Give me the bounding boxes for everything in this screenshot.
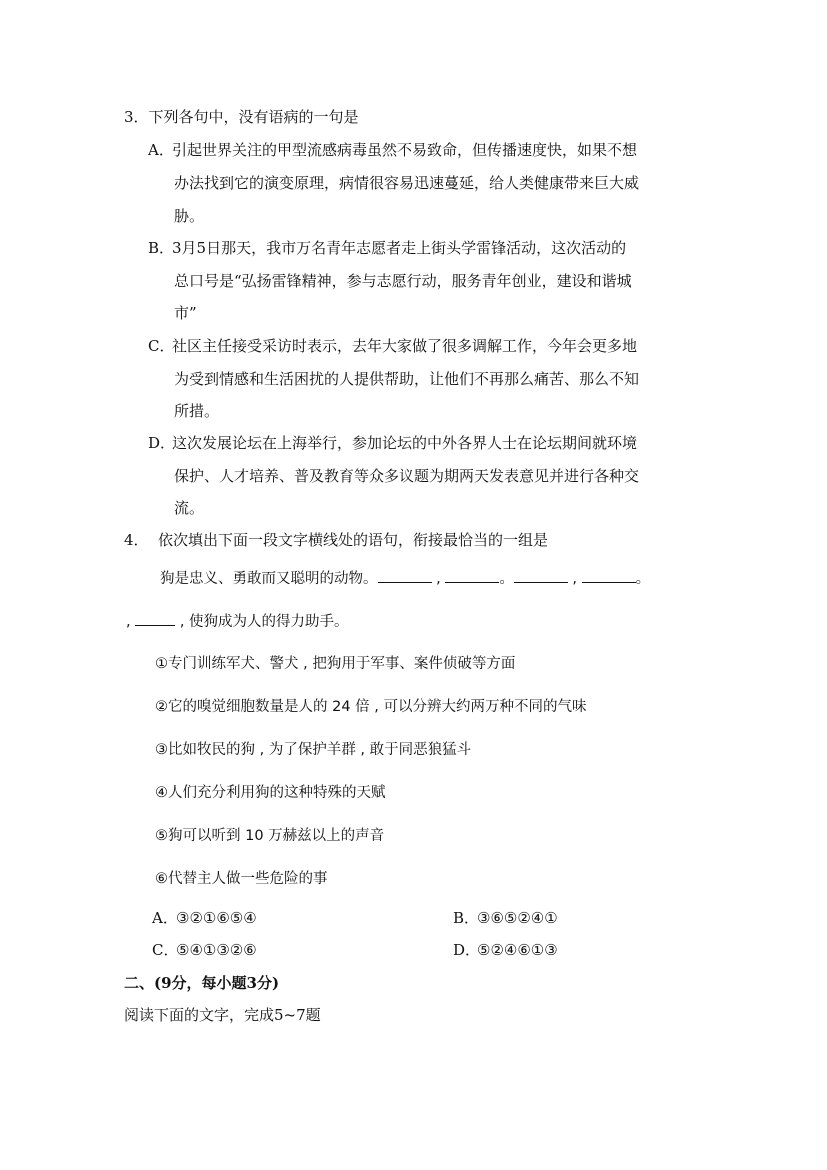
q3-option-c-line-2: 为受到情感和生活困扰的人提供帮助，让他们不再那么痛苦、那么不知 [174, 370, 640, 388]
option-letter-d: D． [148, 434, 176, 452]
blank-2 [445, 568, 499, 583]
option-letter-c: C． [148, 337, 175, 355]
q4-item-3: ③比如牧民的狗 , 为了保护羊群 , 敢于同恶狼猛斗 [155, 742, 472, 758]
blank-5 [135, 611, 175, 626]
q3-option-a-line-1: A．引起世界关注的甲型流感病毒虽然不易致命，但传播速度快，如果不想 [148, 141, 638, 159]
option-letter-a: A． [148, 141, 174, 159]
q3-option-d-line-1: D．这次发展论坛在上海举行，参加论坛的中外各界人士在论坛期间就环境 [148, 434, 638, 452]
q4-item-6: ⑥代替主人做一些危险的事 [155, 871, 328, 887]
q4-choice-c: C．⑤④①③②⑥ [152, 941, 257, 959]
choice-letter-a: A． [152, 909, 178, 927]
blank-4 [582, 568, 636, 583]
blank-1 [378, 568, 432, 583]
q3-option-a-line-2: 办法找到它的演变原理，病情很容易迅速蔓延，给人类健康带来巨大威 [174, 174, 640, 192]
choice-letter-c: C． [152, 941, 179, 959]
q3-option-c-line-1: C．社区主任接受采访时表示，去年大家做了很多调解工作，今年会更多地 [148, 337, 638, 355]
q3-option-b-line-3: 市” [174, 304, 197, 322]
option-letter-b: B． [148, 239, 175, 257]
q4-choice-d: D．⑤②④⑥①③ [453, 941, 558, 959]
q3-option-c-line-3: 所措。 [174, 402, 220, 420]
question-number: 3． [124, 108, 149, 126]
q3-option-b-line-1: B．3月5日那天，我市万名青年志愿者走上街头学雷锋活动，这次活动的 [148, 239, 627, 257]
q3-option-d-line-2: 保护、人才培养、普及教育等众多议题为期两天发表意见并进行各种交 [174, 467, 640, 485]
choice-letter-b: B． [453, 909, 480, 927]
blank-3 [514, 568, 568, 583]
q3-option-a-line-3: 胁。 [174, 207, 205, 225]
section-2-heading: 二、(9分，每小题3分) [124, 974, 280, 992]
q4-item-2: ②它的嗅觉细胞数量是人的 24 倍 , 可以分辨大约两万种不同的气味 [155, 699, 587, 715]
q4-passage-line-2: , , 使狗成为人的得力助手。 [126, 611, 349, 632]
q4-item-1: ①专门训练军犬、警犬 , 把狗用于军事、案件侦破等方面 [155, 656, 516, 672]
question-3-stem: 3．下列各句中，没有语病的一句是 [124, 108, 359, 126]
section-2-instruction: 阅读下面的文字，完成5~7题 [124, 1006, 321, 1024]
q4-passage-line-1: 狗是忠义、勇敢而又聪明的动物。 , 。 , 。 [160, 568, 650, 589]
q4-choice-a: A．③②①⑥⑤④ [152, 909, 257, 927]
q3-option-d-line-3: 流。 [174, 499, 205, 517]
question-4-stem: 4． 依次填出下面一段文字横线处的语句，衔接最恰当的一组是 [124, 531, 549, 549]
q4-choice-b: B．③⑥⑤②④① [453, 909, 558, 927]
question-number: 4． [124, 531, 149, 549]
q4-item-4: ④人们充分利用狗的这种特殊的天赋 [155, 785, 386, 801]
q4-item-5: ⑤狗可以听到 10 万赫兹以上的声音 [155, 828, 385, 844]
choice-letter-d: D． [453, 941, 481, 959]
q3-option-b-line-2: 总口号是“弘扬雷锋精神，参与志愿行动，服务青年创业，建设和谐城 [174, 272, 632, 290]
